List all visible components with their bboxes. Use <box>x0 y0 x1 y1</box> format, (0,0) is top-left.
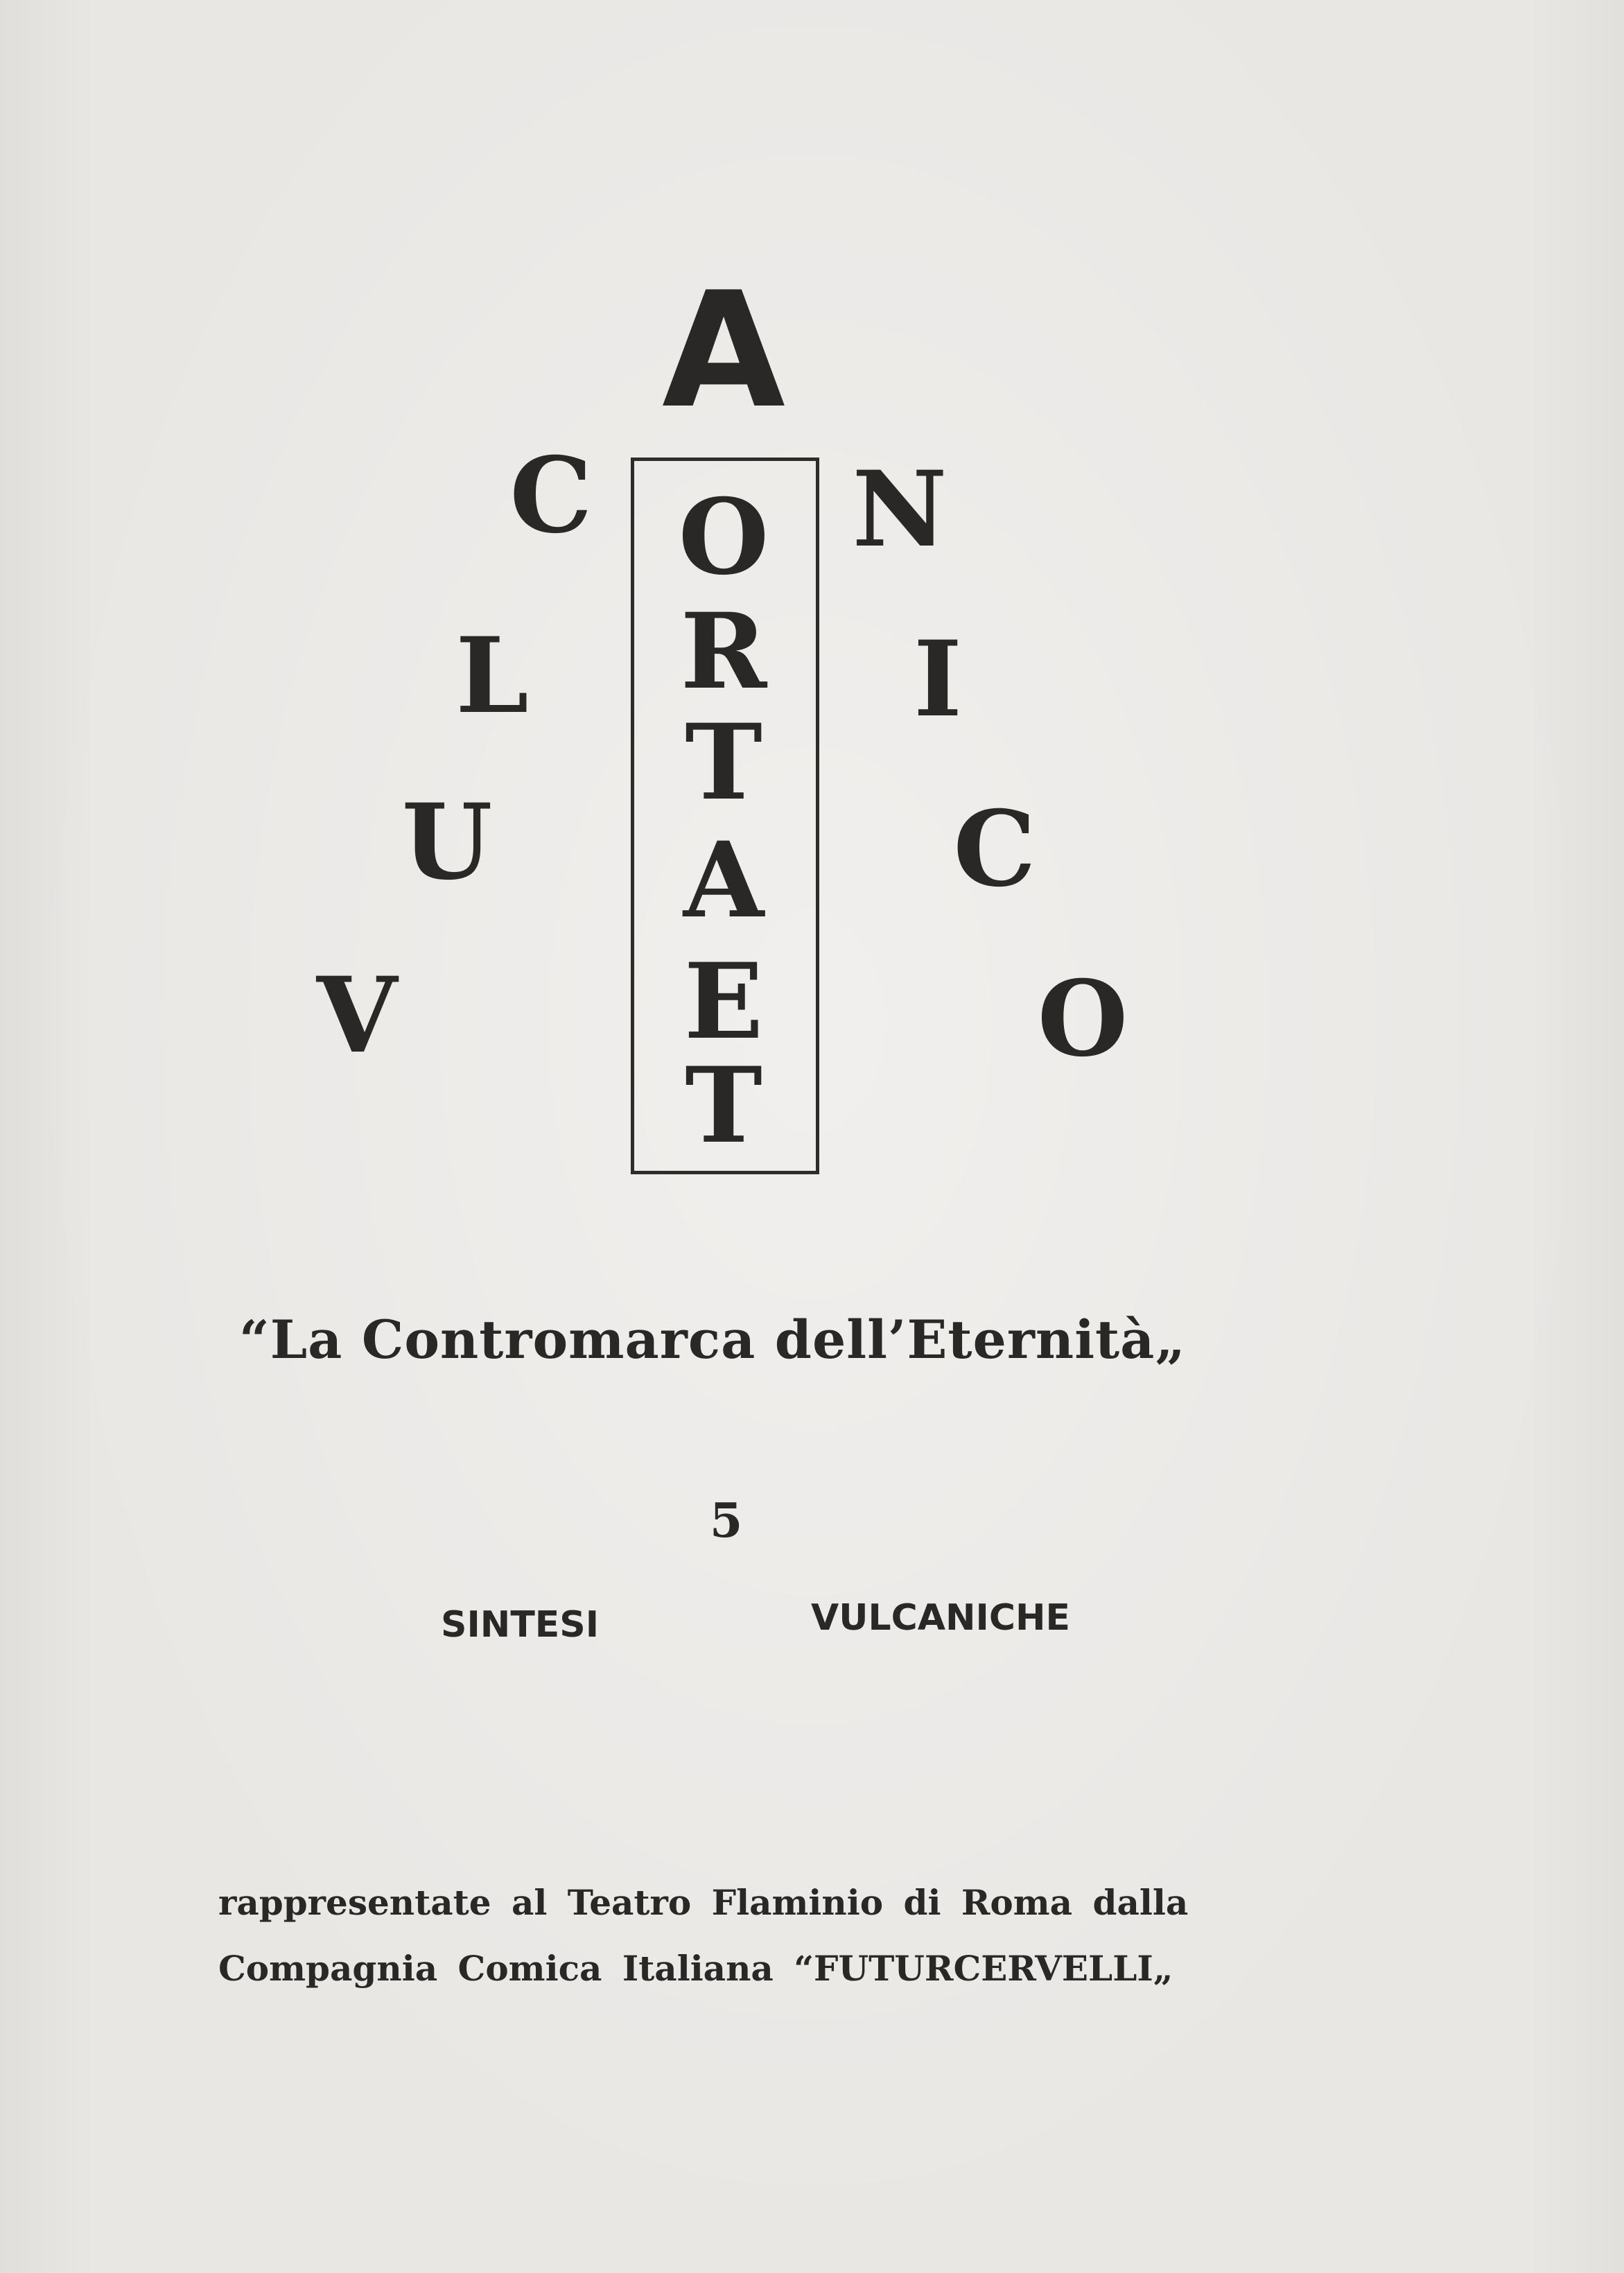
boxed-letter-a: A <box>683 819 765 941</box>
subtitle-sintesi: SINTESI <box>441 1604 600 1646</box>
left-arm-letter-u: U <box>401 781 493 903</box>
boxed-letter-r: R <box>680 591 767 713</box>
right-arm-letter-n: N <box>852 448 948 571</box>
boxed-letter-t: T <box>685 702 762 824</box>
right-arm-letter-o: O <box>1037 958 1128 1080</box>
performance-note-line-1: rappresentate al Teatro Flaminio di Roma dalla <box>218 1882 1189 1923</box>
performance-note-line-2: Compagnia Comica Italiana “FUTURCERVELLI„ <box>218 1948 1173 1989</box>
boxed-letter-o: O <box>678 476 769 598</box>
subtitle-vulcaniche: VULCANICHE <box>811 1597 1071 1639</box>
count-number: 5 <box>710 1493 743 1549</box>
boxed-letter-t2: T <box>685 1045 762 1167</box>
apex-letter: A <box>661 259 786 444</box>
left-arm-letter-c: C <box>509 435 593 557</box>
work-title: “La Contromarca dell’Eternità„ <box>239 1309 1187 1370</box>
right-arm-letter-c: C <box>953 788 1036 910</box>
boxed-letter-e: E <box>683 941 764 1063</box>
right-arm-letter-i: I <box>913 618 963 740</box>
left-arm-letter-v: V <box>316 955 398 1077</box>
left-arm-letter-l: L <box>455 615 529 737</box>
